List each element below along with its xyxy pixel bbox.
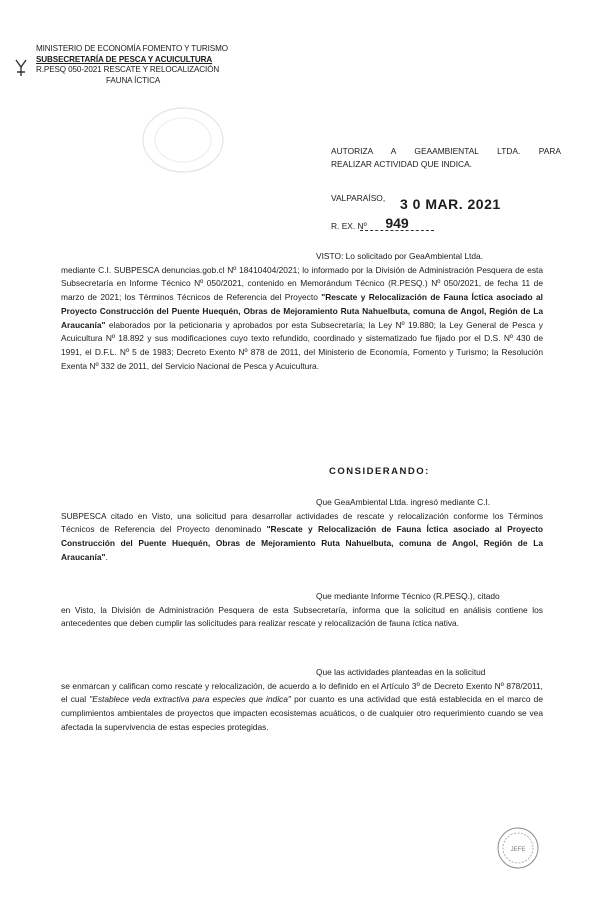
considerando-1 [61, 496, 543, 565]
reference-code: R.PESQ 050-2021 RESCATE Y RELOCALIZACIÓN [36, 65, 220, 74]
ministry-logo-icon [14, 58, 28, 78]
c2-text: en Visto, la División de Administración Pesquera de esta Subsecretaría, informa que la solicitud en análisis contiene los antecedentes que deben cumplir las solicitudes para realizar rescate y relocalización de fauna íctica nativa. [61, 604, 543, 629]
stamp-text: JEFE [510, 847, 526, 853]
c1-end: . [105, 551, 108, 562]
reference-code-2: FAUNA ÍCTICA [106, 75, 161, 85]
considerando-heading: CONSIDERANDO: [329, 466, 430, 477]
subsecretaria-name: SUBSECRETARÍA DE PESCA Y ACUICULTURA [36, 54, 213, 64]
ministry-name: MINISTERIO DE ECONOMÍA FOMENTO Y TURISMO [36, 44, 228, 53]
visto-text-end: elaborados por la peticionaria y aprobados por esta Subsecretaría; la Ley Nº 19.880; la Ley General de Pesca y Acuicultura Nº 18.892 y sus modificaciones cuyo texto refundido, coordinado y sistematizado fue fijado por el D.S. Nº 430 de 1991, el D.F.L. Nº 5 de 1983; Decreto Exento Nº 878 de 2011, del Ministerio de Economía, Fomento y Turismo; la Resolución Exenta Nº 332 de 2011, del Servicio Nacional de Pesca y Acuicultura. [61, 319, 543, 371]
faint-seal-icon [128, 100, 238, 180]
c3-lead: Que las actividades planteadas en la solicitud [316, 667, 486, 677]
resolution-subject [331, 145, 561, 170]
c3-decree-title: "Establece veda extractiva para especies que indica" [89, 694, 291, 705]
visto-text: mediante C.I. SUBPESCA denuncias.gob.cl Nº 18410404/2021; lo informado por la División de Administración Pesquera de esta Subsecretaría en Informe Técnico Nº 050/2021, contenido en Memorándum Técnico (R.PESQ.) Nº 050/2021, de fecha 11 de marzo de 2021; los Términos Técnicos de Referencia del Proyecto [61, 264, 543, 303]
subject-line-2: REALIZAR ACTIVIDAD QUE INDICA. [331, 158, 473, 169]
visto-lead: VISTO: Lo solicitado por GeaAmbiental Ltda. [316, 251, 483, 261]
resolution-date: 3 0 MAR. 2021 [400, 196, 501, 212]
c3-end: por cuanto es una actividad que está establecida en el marco de cumplimientos ambientales de proyectos que impacten ecosistemas acuáticos, o de cualquier otro requerimiento cuando se vea afectada la supervivencia de estas especies protegidas. [61, 694, 543, 732]
visto-project-title: "Rescate y Relocalización de Fauna Íctica asociado al Proyecto Construcción del Puente Huequén, Obras de Mejoramiento Ruta Nahuelbuta, comuna de Angol, Región de La Araucanía" [61, 292, 543, 330]
subject-line-1: AUTORIZA A GEAAMBIENTAL LTDA. PARA [331, 146, 561, 156]
place-label: VALPARAÍSO, [331, 193, 386, 203]
letterhead [36, 44, 266, 86]
considerando-3 [61, 666, 543, 735]
considerando-2 [61, 590, 543, 631]
c1-project-title: "Rescate y Relocalización de Fauna Íctica asociado al Proyecto Construcción del Puente Huequén, Obras de Mejoramiento Ruta Nahuelbuta, comuna de Angol, Región de La Araucanía" [61, 524, 544, 562]
rex-number: 949 [360, 216, 434, 231]
visto-paragraph [61, 250, 543, 373]
rex-label: R. EX. Nº [331, 221, 367, 231]
c3-text: se enmarcan y califican como rescate y relocalización, de acuerdo a lo definido en el Artículo 3º de Decreto Exento Nº 878/2011, el cual [61, 680, 543, 705]
c2-lead: Que mediante Informe Técnico (R.PESQ.), citado [316, 591, 500, 601]
c1-text: SUBPESCA citado en Visto, una solicitud para desarrollar actividades de rescate y relocalización conforme los Términos Técnicos de Referencia del Proyecto denominado [61, 510, 543, 535]
official-stamp-icon [496, 826, 540, 870]
c1-lead: Que GeaAmbiental Ltda. ingresó mediante C.I. [316, 497, 491, 507]
